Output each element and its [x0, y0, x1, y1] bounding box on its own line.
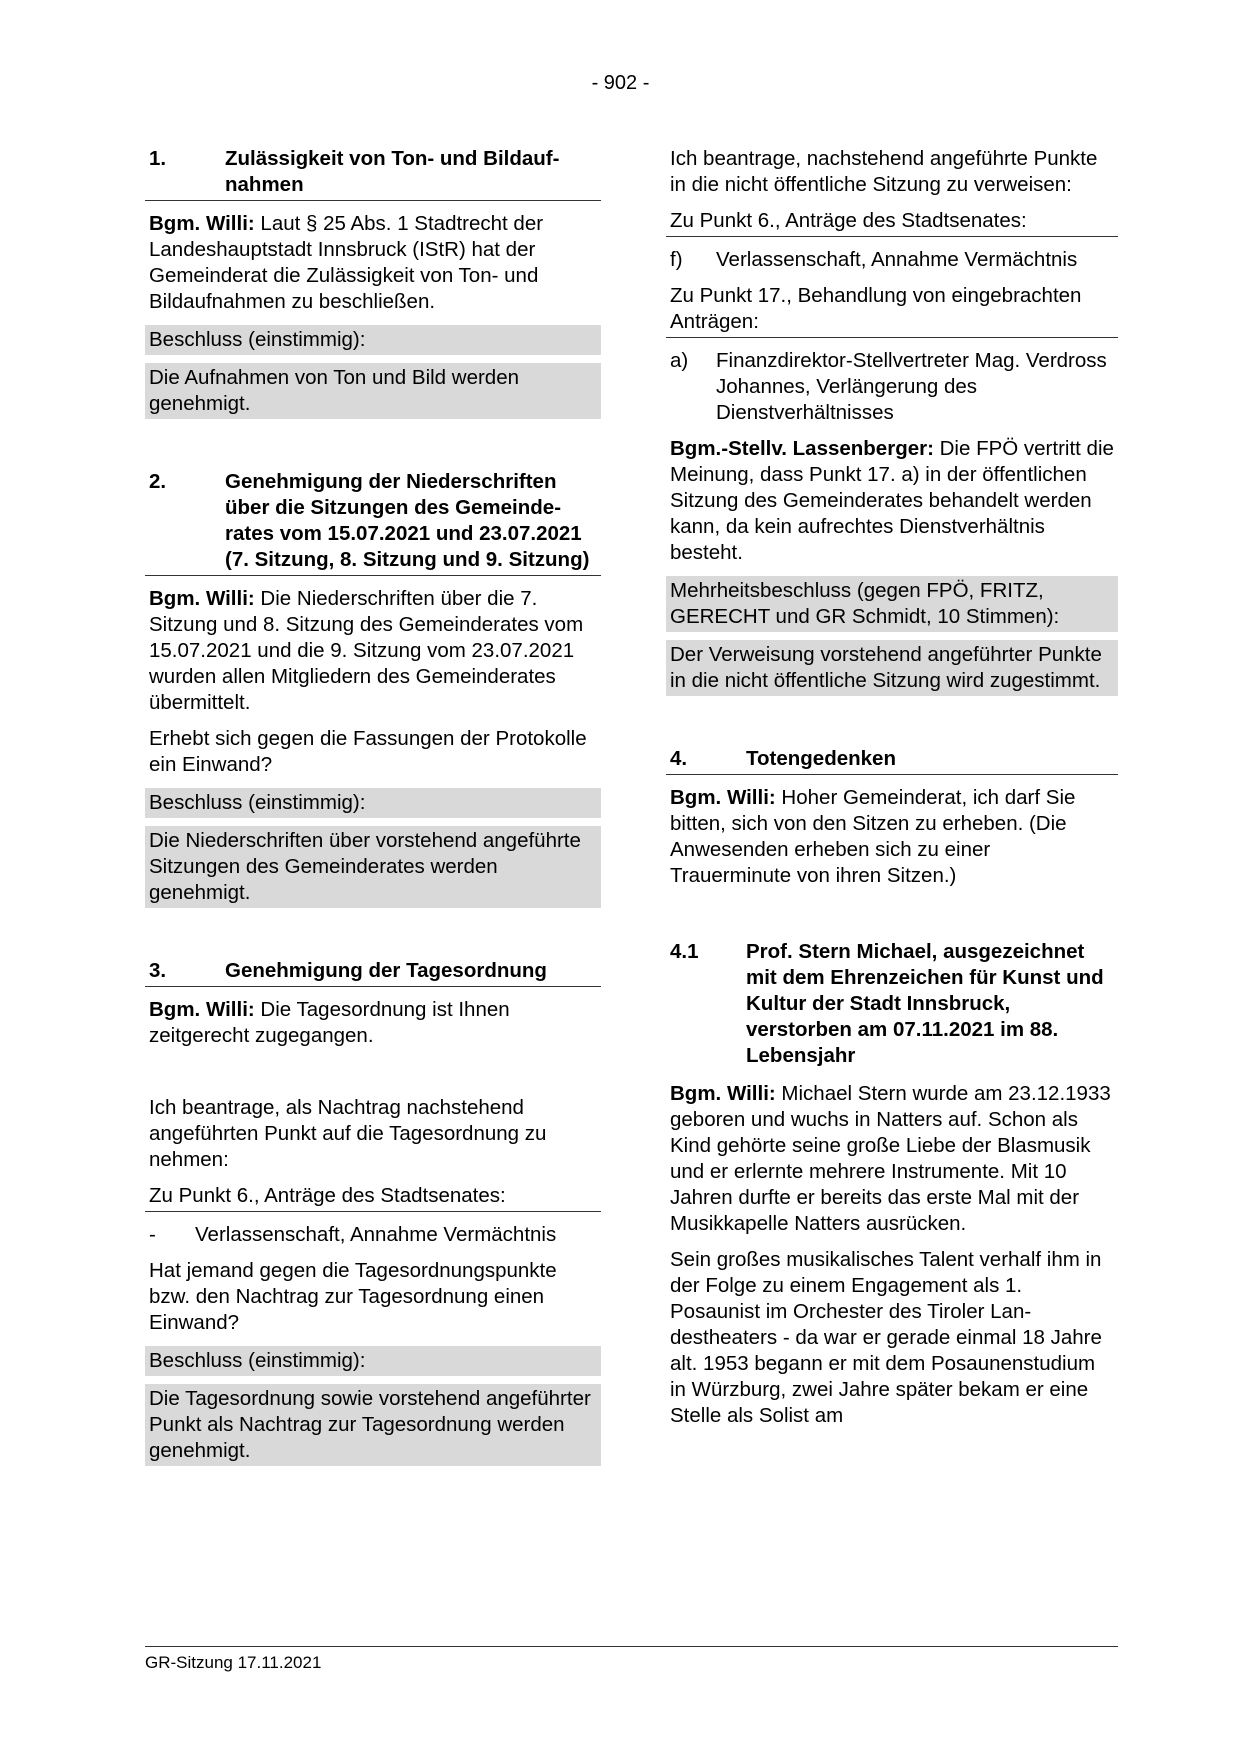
decision-text: Der Verweisung vorstehend angeführter Punkte in die nicht öffentliche Sitzung wird zugestimmt. [666, 640, 1118, 696]
speech-text: Die Niederschriften über die 7. Sitzung und 8. Sitzung des Gemeinderates vom 15.07.2021 und die 9. Sitzung vom 23.07.2021 wurden allen Mitgliedern des Gemeinderates übermittelt. [149, 587, 584, 714]
section-heading-4 [666, 746, 1118, 775]
decision-text: Die Aufnahmen von Ton und Bild werden genehmigt. [145, 363, 601, 419]
list-item [666, 247, 1118, 273]
decision-block [145, 1346, 601, 1466]
section-number: 3. [149, 959, 167, 982]
speaker-name: Bgm. Willi: [670, 786, 776, 809]
decision-text: Die Niederschriften über vorstehend angeführte Sitzungen des Gemeinderates werden genehmigt. [145, 826, 601, 908]
section-title: Zulässigkeit von Ton- und Bildaufnahmen [225, 147, 560, 196]
speech-text: Michael Stern wurde am 23.12.1933 geboren und wuchs in Natters auf. Schon als Kind gehörte seine große Liebe der Blasmusik und er erlernte mehrere Instrumente. Mit 10 Jahren durfte er bereits das erste Mal mit der Musikkapelle Natters ausrücken. [670, 1082, 1111, 1235]
list-marker: a) [670, 349, 689, 372]
page-number: - 902 - [591, 72, 650, 94]
section-heading-2 [145, 469, 601, 576]
list-marker: - [149, 1223, 156, 1246]
section-title: Genehmigung der Tagesordnung [225, 959, 547, 982]
decision-label: Beschluss (einstimmig): [145, 788, 601, 818]
section-number: 4. [670, 747, 688, 770]
right-column [666, 146, 1118, 1439]
section-number: 4.1 [670, 940, 699, 963]
list-item [145, 1222, 601, 1248]
list-text: Verlassenschaft, Annahme Vermächtnis [716, 248, 1078, 271]
request-paragraph: Ich beantrage, als Nachtrag nachstehend angeführten Punkt auf die Tagesordnung zu nehmen: [149, 1096, 547, 1171]
speech-text: Laut § 25 Abs. 1 Stadtrecht der Landeshauptstadt Innsbruck (IStR) hat der Gemeinderat die Zulässigkeit von Ton- und Bildaufnahmen zu beschließen. [149, 212, 544, 313]
list-text: Finanzdirektor-Stellvertreter Mag. Verdross Johannes, Verlängerung des Dienstverhältnisses [716, 349, 1107, 424]
decision-text: Die Tagesordnung sowie vorstehend angeführter Punkt als Nachtrag zur Tagesordnung werden genehmigt. [145, 1384, 601, 1466]
speaker-name: Bgm. Willi: [670, 1082, 776, 1105]
point-heading: Zu Punkt 17., Behandlung von eingebrachten Anträgen: [666, 283, 1118, 338]
list-item [666, 348, 1118, 426]
section-number: 2. [149, 470, 167, 493]
list-marker: f) [670, 248, 683, 271]
speaker-name: Bgm.-Stellv. Lassenberger: [670, 437, 934, 460]
speech-text: Die FPÖ vertritt die Meinung, dass Punkt 17. a) in der öffentlichen Sitzung des Gemeinderates behandelt werden kann, da kein aufrechtes Dienstverhältnis besteht. [670, 437, 1114, 564]
speech-text: Hoher Gemeinderat, ich darf Sie bitten, sich von den Sitzen zu erheben. (Die Anwesenden erheben sich zu einer Trauerminute von ihren Sitzen.) [670, 786, 1076, 887]
speech-paragraph [145, 211, 601, 315]
decision-label: Beschluss (einstimmig): [145, 1346, 601, 1376]
list-text: Verlassenschaft, Annahme Vermächtnis [195, 1223, 557, 1246]
point-heading: Zu Punkt 6., Anträge des Stadtsenates: [145, 1183, 601, 1212]
section-title: Genehmigung der Niederschriften über die Sitzungen des Gemeinderates vom 15.07.2021 und 23.07.2021 (7. Sitzung, 8. Sitzung und 9. Sitzung) [225, 470, 590, 571]
section-number: 1. [149, 147, 167, 170]
speech-paragraph [145, 997, 601, 1049]
section-title: Prof. Stern Michael, ausgezeichnet mit dem Ehrenzeichen für Kunst und Kultur der Stadt Innsbruck, verstorben am 07.11.2021 im 88. Lebensjahr [746, 940, 1104, 1067]
speaker-name: Bgm. Willi: [149, 998, 255, 1021]
speech-paragraph [666, 436, 1118, 566]
speaker-name: Bgm. Willi: [149, 212, 255, 235]
left-column [145, 146, 601, 1476]
decision-block [145, 788, 601, 908]
section-heading-4-1 [666, 939, 1118, 1071]
section-heading-1 [145, 146, 601, 201]
speech-text: Die Tagesordnung ist Ihnen zeitgerecht zugegangen. [149, 998, 510, 1047]
decision-label: Mehrheitsbeschluss (gegen FPÖ, FRITZ, GERECHT und GR Schmidt, 10 Stimmen): [666, 576, 1118, 632]
speech-paragraph [666, 785, 1118, 889]
question-paragraph: Erhebt sich gegen die Fassungen der Protokolle ein Einwand? [149, 727, 587, 776]
page-footer: GR-Sitzung 17.11.2021 [145, 1646, 1118, 1673]
speech-paragraph [145, 586, 601, 716]
point-heading: Zu Punkt 6., Anträge des Stadtsenates: [666, 208, 1118, 237]
section-heading-3 [145, 958, 601, 987]
question-paragraph: Hat jemand gegen die Tagesordnungspunkte bzw. den Nachtrag zur Tagesordnung einen Einwand? [149, 1259, 557, 1334]
body-paragraph: Sein großes musikalisches Talent verhalf ihm in der Folge zu einem Engagement als 1. Posaunist im Orchester des Tiroler Landestheaters - da war er gerade einmal 18 Jahre alt. 1953 begann er mit dem Posaunenstudium in Würzburg, zwei Jahre später bekam er eine Stelle als Solist am [670, 1248, 1102, 1427]
speech-paragraph [666, 1081, 1118, 1237]
decision-label: Beschluss (einstimmig): [145, 325, 601, 355]
decision-block [666, 576, 1118, 696]
decision-block [145, 325, 601, 419]
speaker-name: Bgm. Willi: [149, 587, 255, 610]
intro-paragraph: Ich beantrage, nachstehend angeführte Punkte in die nicht öffentliche Sitzung zu verweisen: [670, 147, 1098, 196]
section-title: Totengedenken [746, 747, 896, 770]
